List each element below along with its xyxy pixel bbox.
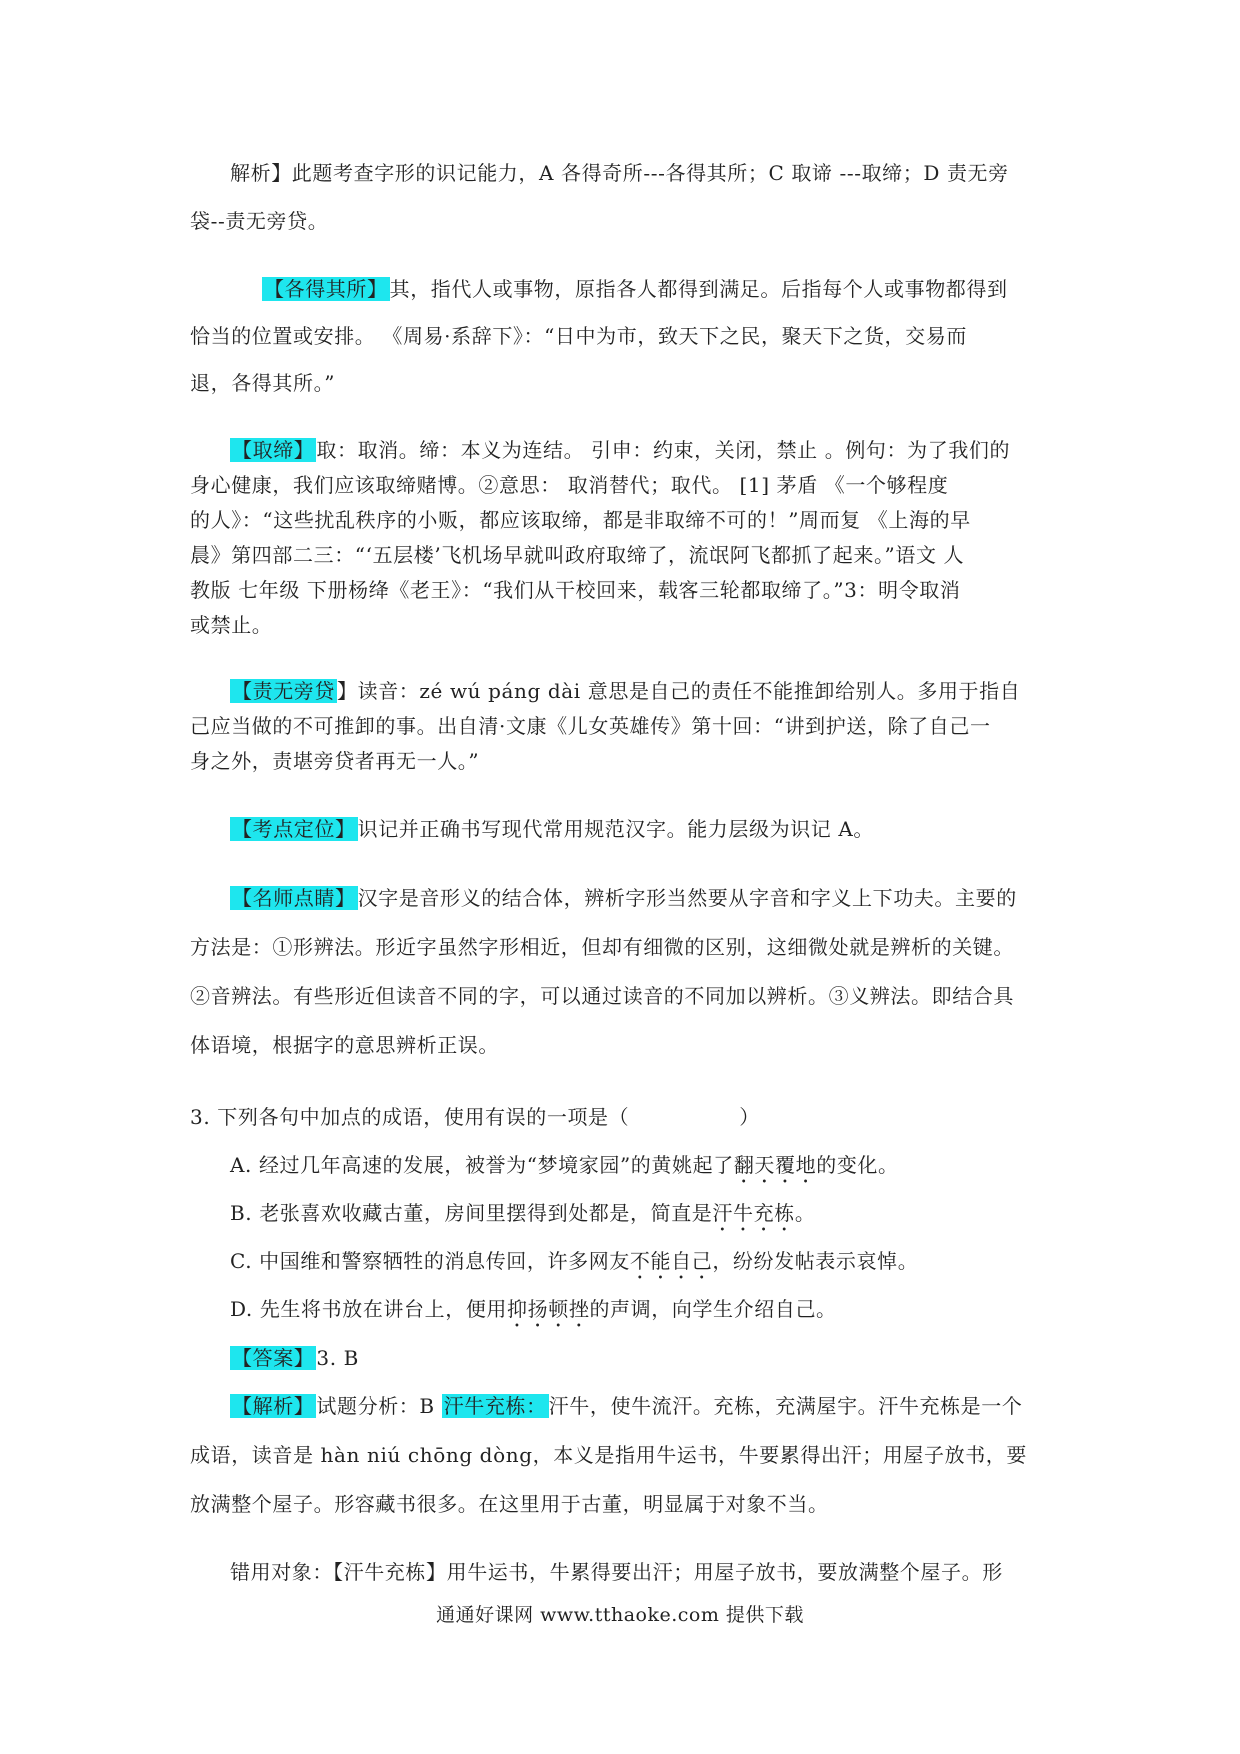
qudi-line-2: 身心健康，我们应该取缔赌博。②意思： 取消替代；取代。 [1] 茅盾 《一个够程度	[190, 473, 949, 497]
dotted-idiom-b: 汗牛充栋	[712, 1201, 795, 1225]
zewupangdai-tag: 【责无旁贷	[232, 679, 335, 703]
zewupangdai-line-1: 【责无旁贷 】读音：zé wú páng dài 意思是自己的责任不能推卸给别人。多用于指自	[232, 679, 1021, 703]
analysis-line-1: 解析】此题考查字形的识记能力，A 各得奇所---各得其所；C 取谛 ---取缔；D 责无旁	[230, 161, 1009, 185]
gedeqisuo-tag: 【各得其所】	[264, 277, 388, 301]
option-a: A. 经过几年高速的发展，被誉为“梦境家园”的黄姚起了翻天覆地的变化。	[230, 1153, 899, 1177]
analysis-line-2: 袋--责无旁贷。	[190, 209, 329, 233]
kaodian-line: 【考点定位】 识记并正确书写现代常用规范汉字。能力层级为识记 A。	[232, 817, 875, 841]
dotted-idiom-a: 翻天覆地	[733, 1153, 817, 1177]
misuse-line: 错用对象：【汗牛充栋】用牛运书，牛累得要出汗；用屋子放书，要放满整个屋子。形	[230, 1560, 1003, 1584]
dianjing-line-2: 方法是：①形辨法。形近字虽然字形相近，但却有细微的区别，这细微处就是辨析的关键。	[190, 935, 1014, 959]
question-3-stem: 3. 下列各句中加点的成语，使用有误的一项是（ ）	[190, 1105, 760, 1129]
qudi-tag: 【取缔】	[232, 438, 315, 462]
gedeqisuo-line-2: 恰当的位置或安排。 《周易·系辞下》：“日中为市，致天下之民，聚天下之货，交易而	[190, 324, 967, 348]
dianjing-line-1: 【名师点睛】 汉字是音形义的结合体，辨析字形当然要从字音和字义上下功夫。主要的	[232, 886, 1017, 910]
zewupangdai-line-2: 己应当做的不可推卸的事。出自清·文康《儿女英雄传》第十回：“讲到护送，除了自己一	[190, 714, 991, 738]
option-d: D. 先生将书放在讲台上，便用抑扬顿挫的声调，向学生介绍自己。	[230, 1297, 837, 1321]
answer-tag: 【答案】	[232, 1346, 315, 1370]
gedeqisuo-line-1: 【各得其所】 其，指代人或事物，原指各人都得到满足。后指每个人或事物都得到	[264, 277, 1008, 301]
qudi-line-5: 教版 七年级 下册杨绛《老王》：“我们从干校回来，载客三轮都取缔了。”3：明令取消	[190, 578, 961, 602]
dianjing-line-3: ②音辨法。有些形近但读音不同的字，可以通过读音的不同加以辨析。③义辨法。即结合具	[190, 984, 1014, 1008]
jiexi-line-1: 【解析】 试题分析：B 汗牛充栋： 汗牛，使牛流汗。充栋，充满屋宇。汗牛充栋是一个	[232, 1394, 1023, 1418]
dotted-idiom-d: 抑扬顿挫	[507, 1297, 590, 1321]
qudi-line-6: 或禁止。	[190, 613, 273, 637]
idiom-highlight: 汗牛充栋：	[443, 1394, 547, 1418]
kaodian-tag: 【考点定位】	[232, 817, 356, 841]
qudi-line-4: 晨》第四部二三：“‘五层楼’飞机场早就叫政府取缔了，流氓阿飞都抓了起来。”语文 人	[190, 543, 965, 567]
dianjing-tag: 【名师点睛】	[232, 886, 356, 910]
page-footer: 通通好课网 www.tthaoke.com 提供下载	[436, 1604, 804, 1626]
qudi-line-1: 【取缔】 取：取消。缔：本义为连结。 引申：约束，关闭，禁止 。例句：为了我们的	[232, 438, 1011, 462]
dotted-idiom-c: 不能自己	[629, 1249, 713, 1273]
answer-line: 【答案】 3. B	[232, 1346, 359, 1370]
zewupangdai-line-3: 身之外，责堪旁贷者再无一人。”	[190, 749, 480, 773]
gedeqisuo-line-3: 退，各得其所。”	[190, 371, 336, 395]
option-b: B. 老张喜欢收藏古董，房间里摆得到处都是，简直是汗牛充栋。	[230, 1201, 816, 1225]
option-c: C. 中国维和警察牺牲的消息传回，许多网友不能自己，纷纷发帖表示哀悼。	[230, 1249, 919, 1273]
qudi-line-3: 的人》：“这些扰乱秩序的小贩，都应该取缔，都是非取缔不可的！”周而复 《上海的早	[190, 508, 971, 532]
dianjing-line-4: 体语境，根据字的意思辨析正误。	[190, 1033, 499, 1057]
jiexi-line-2: 成语，读音是 hàn niú chōng dòng，本义是指用牛运书，牛要累得出汗；用屋子放书，要	[190, 1443, 1028, 1467]
jiexi-line-3: 放满整个屋子。形容藏书很多。在这里用于古董，明显属于对象不当。	[190, 1492, 829, 1516]
jiexi-tag: 【解析】	[232, 1394, 315, 1418]
